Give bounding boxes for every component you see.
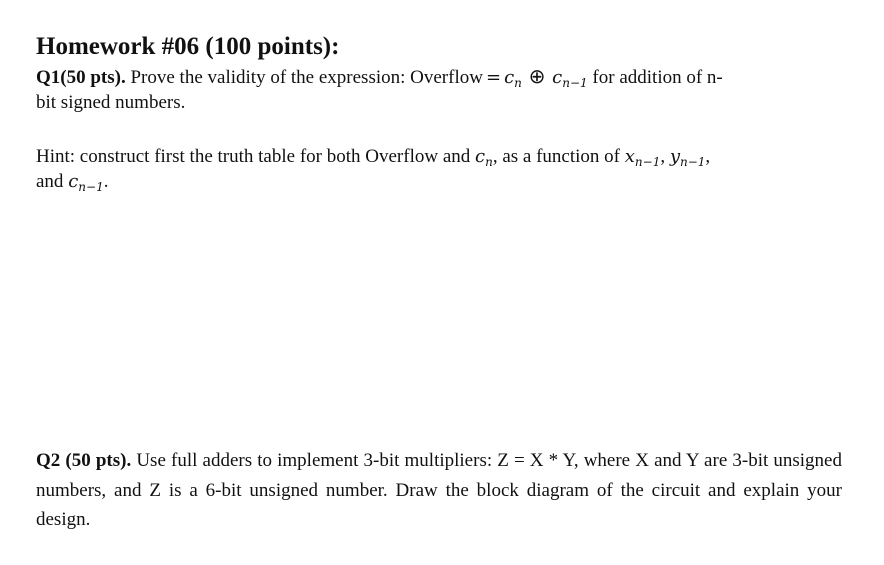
hint-x-n-minus-1	[625, 146, 661, 167]
formula-cn-minus-1	[552, 67, 588, 88]
hint-y-n-minus-1	[670, 146, 706, 167]
question-1-text: Prove the validity of the expression: Overflow	[125, 67, 483, 88]
var-x: x	[624, 146, 635, 167]
question-2-text: Use full adders to implement 3-bit multipliers: Z = X * Y, where X and Y are 3-bit unsigned numbers, and Z is a 6-bit unsigned number. Draw the block diagram of the circuit and explain your design.	[36, 450, 842, 530]
hint-text: Hint: construct first the truth table for both Overflow and	[36, 146, 476, 167]
homework-document	[36, 30, 848, 530]
hint-and: and	[36, 171, 69, 192]
question-1-text-line2: bit signed numbers.	[36, 92, 186, 113]
var-y: y	[669, 146, 680, 167]
subscript-n: n	[514, 76, 522, 90]
page-title: Homework #06 (100 points):	[36, 33, 340, 60]
question-2-label: Q2 (50 pts).	[36, 450, 132, 471]
hint-c-n-minus-1	[68, 171, 104, 192]
hint-sep: ,	[660, 146, 670, 167]
subscript-n-minus-1: n−1	[634, 155, 661, 169]
hint-period: .	[103, 171, 109, 192]
question-1	[36, 64, 848, 115]
equals-sign: =	[485, 67, 502, 88]
subscript-n-minus-1: n−1	[680, 155, 706, 169]
var-c: c	[475, 146, 486, 167]
hint-cn	[475, 146, 493, 167]
hint-paragraph	[36, 144, 836, 194]
xor-symbol: ⊕	[528, 64, 546, 88]
question-1-label: Q1(50 pts).	[36, 67, 126, 88]
hint-comma-end: ,	[705, 146, 711, 167]
var-c: c	[504, 67, 515, 88]
subscript-n: n	[485, 155, 493, 169]
var-c: c	[552, 67, 563, 88]
question-1-text-end: for addition of n-	[587, 67, 723, 88]
subscript-n-minus-1: n−1	[78, 180, 104, 194]
hint-text-function: , as a function of	[492, 146, 625, 167]
question-2	[36, 446, 842, 535]
subscript-n-minus-1: n−1	[562, 76, 588, 90]
var-c: c	[68, 171, 79, 192]
formula-cn	[504, 67, 522, 88]
